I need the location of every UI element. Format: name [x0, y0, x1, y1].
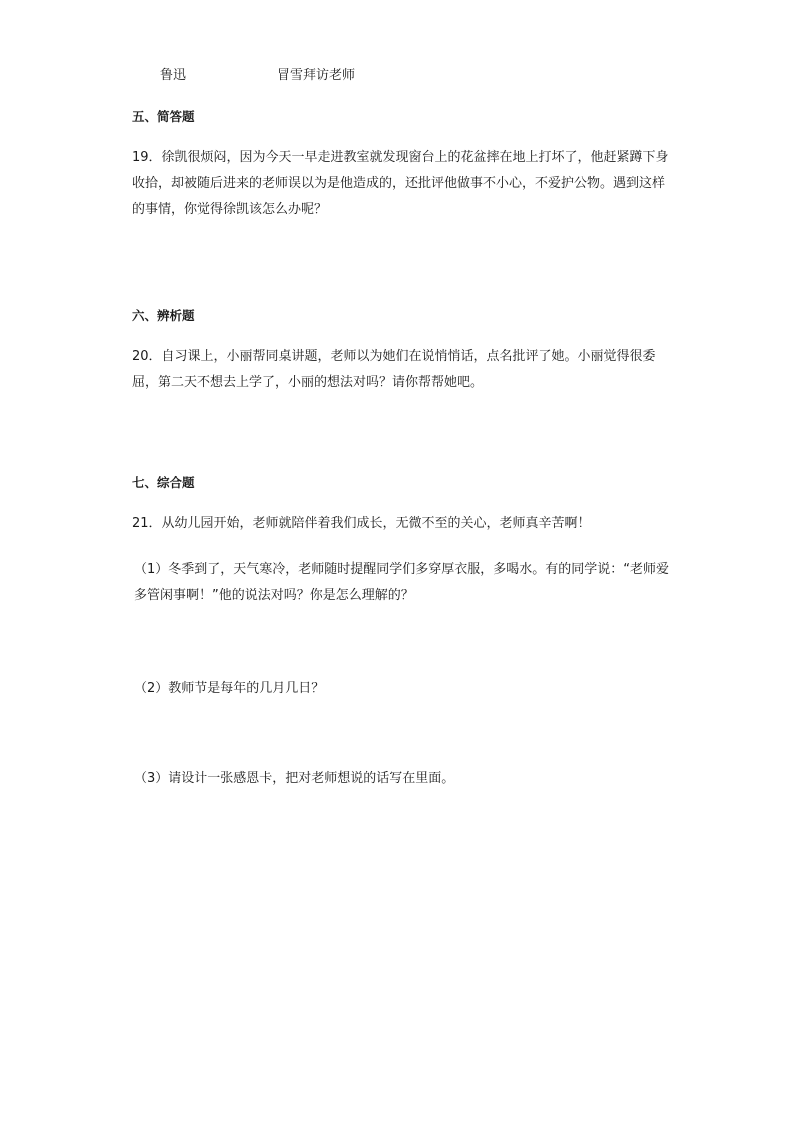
section-heading-comprehensive: 七、综合题: [132, 475, 195, 490]
matching-right-item: 冒雪拜访老师: [277, 68, 356, 83]
section-heading-analysis: 六、辨析题: [132, 308, 195, 323]
question-21-part-2: （2）教师节是每年的几月几日？: [134, 681, 325, 696]
section-heading-short-answer: 五、简答题: [132, 109, 195, 124]
question-20: 20．自习课上，小丽帮同桌讲题，老师以为她们在说悄悄话，点名批评了她。小丽觉得很委屈，第二天不想去上学了，小丽的想法对吗？请你帮帮她吧。: [132, 349, 656, 390]
matching-left-item: 鲁迅: [160, 68, 187, 83]
question-19: 19．徐凯很烦闷，因为今天一早走进教室就发现窗台上的花盆摔在地上打坏了，他赶紧蹲下身收拾，却被随后进来的老师误以为是他造成的，还批评他做事不小心，不爱护公物。遇到这样的事情，你觉得徐凯该怎么办呢？: [132, 150, 669, 217]
question-21-part-3: （3）请设计一张感恩卡，把对老师想说的话写在里面。: [134, 771, 455, 786]
question-21-part-1: （1）冬季到了，天气寒冷，老师随时提醒同学们多穿厚衣服，多喝水。有的同学说：“老师爱多管闲事啊！”他的说法对吗？你是怎么理解的？: [134, 562, 670, 603]
question-21: 21．从幼儿园开始，老师就陪伴着我们成长，无微不至的关心，老师真辛苦啊！: [132, 516, 591, 531]
